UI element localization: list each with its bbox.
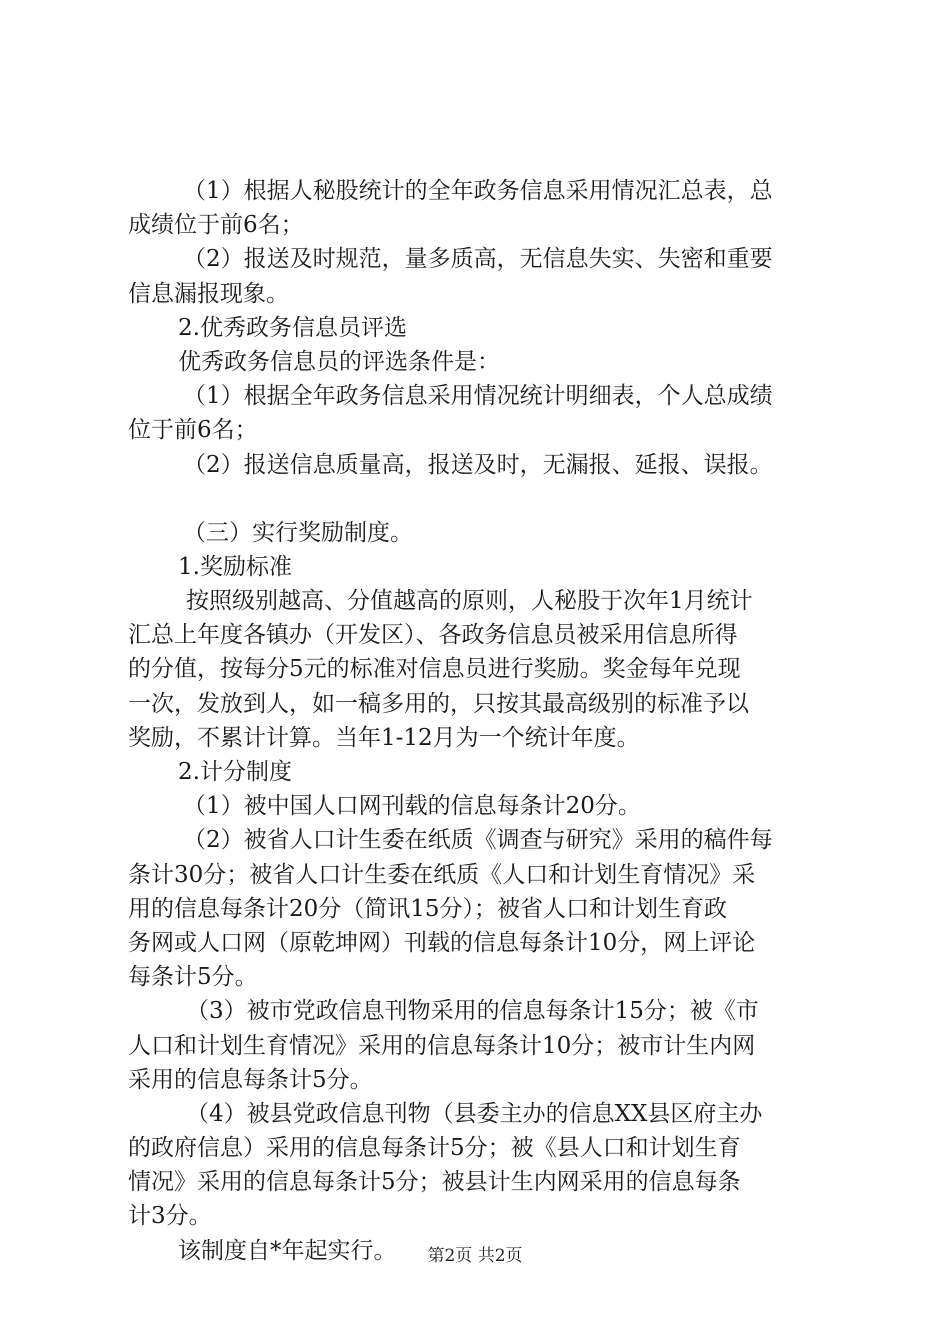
text-line: 位于前6名； — [128, 417, 258, 444]
text-line: 务网或人口网（原乾坤网）刊载的信息每条计10分，网上评论 — [128, 929, 756, 956]
text-line: 按照级别越高、分值越高的原则，人秘股于次年1月统计 — [186, 588, 753, 615]
page-footer: 第2页 共2页 — [427, 1246, 523, 1266]
text-line: 信息漏报现象。 — [128, 280, 289, 307]
text-line: 的政府信息）采用的信息每条计5分；被《县人口和计划生育 — [128, 1135, 741, 1162]
text-line: 人口和计划生育情况》采用的信息每条计10分；被市计生内网 — [128, 1032, 756, 1059]
text-line: 该制度自*年起实行。 — [178, 1237, 397, 1264]
text-line: （3）被市党政信息刊物采用的信息每条计15分；被《市 — [186, 998, 759, 1025]
text-line: 2.优秀政务信息员评选 — [178, 314, 407, 341]
text-line: 情况》采用的信息每条计5分；被县计生内网采用的信息每条 — [128, 1169, 741, 1196]
text-line: 用的信息每条计20分（简讯15分）；被省人口和计划生育政 — [128, 895, 728, 922]
text-line: 1.奖励标准 — [178, 553, 292, 580]
text-line: 每条计5分。 — [128, 964, 258, 991]
blank-line — [128, 482, 838, 516]
text-line: （三）实行奖励制度。 — [183, 519, 413, 546]
text-line: 2.计分制度 — [178, 759, 292, 785]
text-line: （1）根据全年政务信息采用情况统计明细表，个人总成绩 — [183, 383, 773, 410]
text-line: 成绩位于前6名； — [128, 212, 304, 239]
text-line: （2）报送及时规范，量多质高，无信息失实、失密和重要 — [183, 246, 773, 273]
text-line: 条计30分；被省人口计生委在纸质《人口和计划生育情况》采 — [128, 861, 756, 888]
text-line: （4）被县党政信息刊物（县委主办的信息XX县区府主办 — [186, 1100, 763, 1127]
text-line: 采用的信息每条计5分。 — [128, 1066, 373, 1093]
text-line: 一次，发放到人，如一稿多用的，只按其最高级别的标准予以 — [128, 690, 749, 717]
text-line: 的分值，按每分5元的标准对信息员进行奖励。奖金每年兑现 — [128, 656, 741, 683]
text-line: 汇总上年度各镇办（开发区）、各政务信息员被采用信息所得 — [128, 622, 738, 649]
text-line: （2）被省人口计生委在纸质《调查与研究》采用的稿件每 — [183, 827, 773, 854]
text-line: 奖励，不累计计算。当年1-12月为一个统计年度。 — [128, 724, 640, 751]
document-body — [128, 174, 838, 1268]
text-line: （2）报送信息质量高，报送及时，无漏报、延报、误报。 — [183, 451, 773, 478]
text-line: （1）根据人秘股统计的全年政务信息采用情况汇总表，总 — [183, 178, 773, 204]
text-line: （1）被中国人口网刊载的信息每条计20分。 — [183, 793, 641, 820]
text-line: 计3分。 — [128, 1203, 212, 1230]
text-line: 优秀政务信息员的评选条件是： — [178, 348, 500, 375]
